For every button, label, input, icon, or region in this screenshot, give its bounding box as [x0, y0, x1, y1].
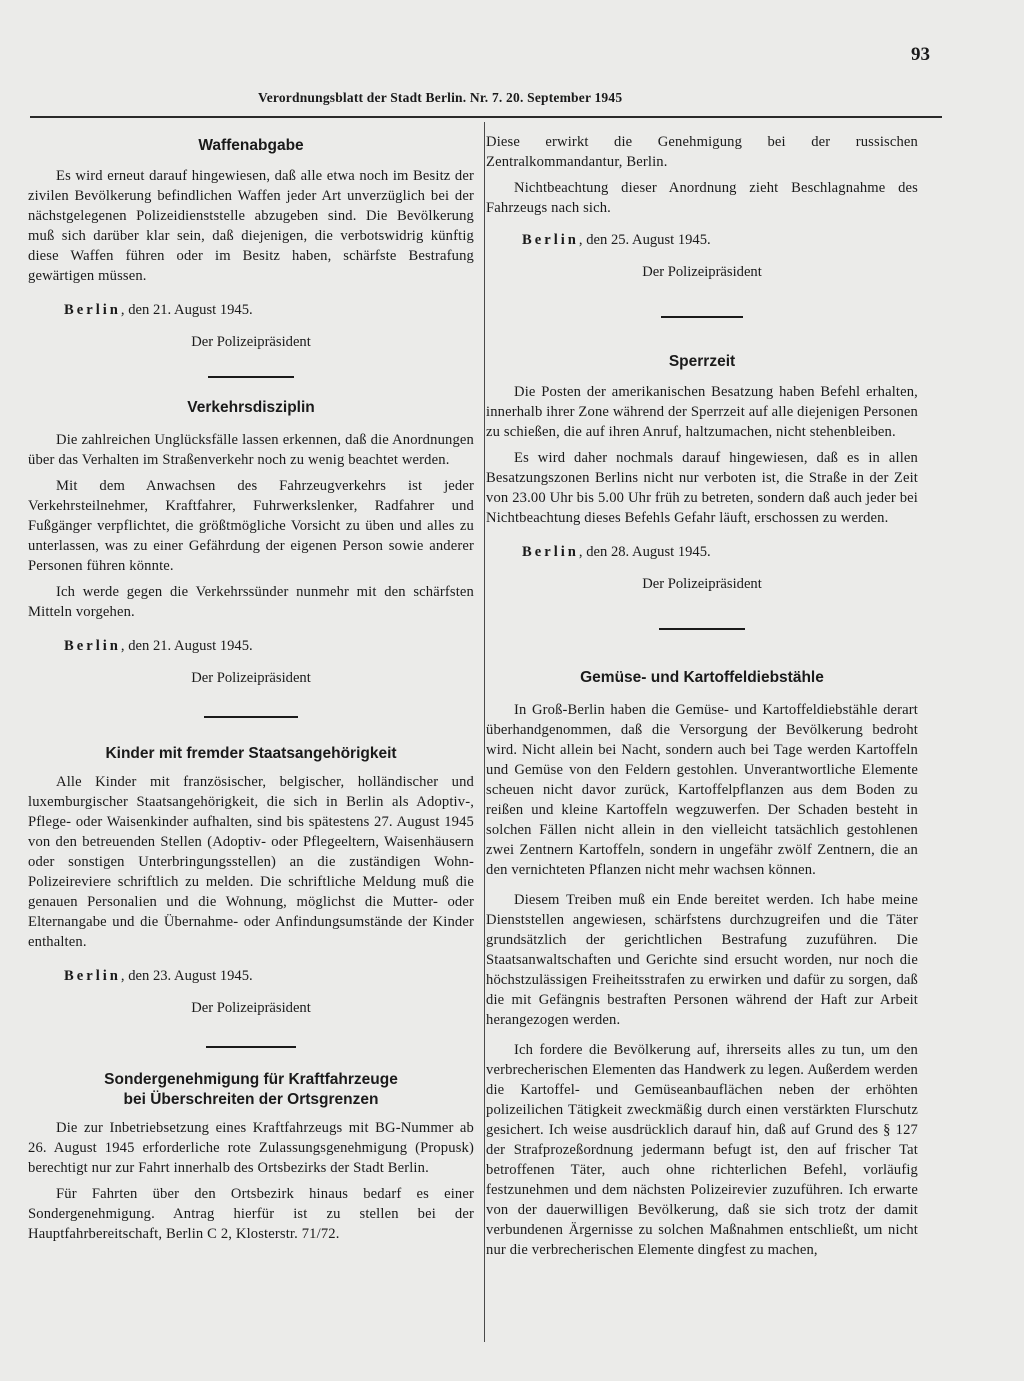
date-line — [28, 636, 474, 656]
publication-header: Verordnungsblatt der Stadt Berlin. Nr. 7. 20. September 1945 — [258, 90, 623, 105]
date-line — [486, 230, 918, 250]
date-city: Berlin — [522, 232, 579, 248]
section-title-line2: bei Überschreiten der Ortsgrenzen — [123, 1091, 379, 1108]
right-column — [486, 124, 918, 1260]
section-title: Sondergenehmigung für Kraftfahrzeuge — [104, 1071, 398, 1088]
section-title: Kinder mit fremder Staatsangehörigkeit — [105, 745, 397, 762]
paragraph: Es wird erneut darauf hingewiesen, daß alle etwa noch im Besitz der zivilen Bevölkerung befindlichen Waffen jeder Art unverzüglich bei der nächstgelegenen Polizeidienststelle abzugeben sind. Die Bevölkerung muß sich darüber klar sein, daß diejenigen, die verbotswidrig künftig diese Waffen führen oder im Besitz haben, schärfste Bestrafung gewärtigen müssen. — [28, 168, 474, 284]
signature-authority: Der Polizeipräsident — [642, 264, 762, 280]
section-separator — [659, 628, 745, 630]
article-sperrzeit — [486, 352, 918, 630]
date-city: Berlin — [64, 302, 121, 318]
section-title: Sperrzeit — [668, 353, 736, 370]
paragraph: Mit dem Anwachsen des Fahrzeugverkehrs ist jeder Verkehrsteilnehmer, Kraftfahrer, Fuhrwerkslenker, Radfahrer und Fußgänger verpflichtet, die größtmögliche Vorsicht zu üben und alles zu unterlassen, was zu einer Gefährdung der eigenen Person sowie anderer Personen führen könnte. — [28, 478, 474, 574]
date-city: Berlin — [522, 544, 579, 560]
date-line — [28, 966, 474, 986]
paragraph: Diese erwirkt die Genehmigung bei der russischen Zentralkommandantur, Berlin. — [486, 134, 918, 170]
section-separator — [204, 716, 298, 718]
article-kinder — [28, 744, 474, 1048]
article-diebstaehle — [486, 668, 918, 1260]
section-separator — [206, 1046, 296, 1048]
paragraph: Nichtbeachtung dieser Anordnung zieht Beschlagnahme des Fahrzeugs nach sich. — [486, 180, 918, 216]
left-column — [28, 124, 474, 1244]
paragraph: Alle Kinder mit französischer, belgischer, holländischer und luxemburgischer Staatsangehörigkeit, die sich in Berlin als Adoptiv-, Pflege- oder Waisenkinder aufhalten, sind bis spätestens 27. August 1945 von den betreuenden Stellen (Adoptiv- oder Pflegeeltern, Waisenhäusern oder sonstigen Unterbringungsstellen) an die zuständigen Wohn-Polizeireviere schriftlich zu melden. Die schriftliche Meldung muß die genauen Personalien und die Wohnung, möglichst die Mutter- oder Elternangabe und die Übernahme- oder Anfindungsumstände der Kinder enthalten. — [28, 774, 474, 950]
date-line — [28, 300, 474, 320]
signature-authority: Der Polizeipräsident — [191, 334, 311, 350]
date-text: , den 21. August 1945. — [120, 302, 253, 318]
paragraph: Ich werde gegen die Verkehrssünder nunmehr mit den schärfsten Mitteln vorgehen. — [28, 584, 474, 620]
paragraph: Die zur Inbetriebsetzung eines Kraftfahrzeugs mit BG-Nummer ab 26. August 1945 erforderliche rote Zulassungsgenehmigung (Propusk) berechtigt nur zur Fahrt innerhalb des Ortsbezirks der Stadt Berlin. — [28, 1120, 474, 1176]
date-city: Berlin — [64, 638, 121, 654]
article-sondergenehmigung — [28, 1070, 474, 1244]
paragraph: Für Fahrten über den Ortsbezirk hinaus bedarf es einer Sondergenehmigung. Antrag hierfür ist zu stellen bei der Hauptfahrbereitschaft, Berlin C 2, Klosterstr. 71/72. — [28, 1186, 474, 1242]
paragraph: Ich fordere die Bevölkerung auf, ihrerseits alles zu tun, um den verbrecherischen Elementen das Handwerk zu legen. Außerdem werden die Kartoffel- und Gemüseanbauflächen neben der erhöhten polizeilichen Tätigkeit zweckmäßig durch einen verstärkten Flurschutz gesichert. Ich weise ausdrücklich darauf hin, daß auf Grund des § 127 der Strafprozeßordnung jedermann befugt ist, den auf frischer Tat betroffenen Täter, auch ohne richterlichen Befehl, vorläufig festzunehmen und dem nächsten Polizeirevier zuzuführen. Ich erwarte von der dauerwilligen Bevölkerung, daß sie sich trotz der damit verbundenen Ärgernisse zu solchen Maßnahmen entschließt, um nicht nur die verbrecherischen Elemente dingfest zu machen, — [486, 1042, 918, 1258]
section-title: Gemüse- und Kartoffeldiebstähle — [580, 669, 824, 686]
section-separator — [208, 376, 294, 378]
article-sondergenehmigung-continued — [486, 132, 918, 318]
signature-authority: Der Polizeipräsident — [191, 670, 311, 686]
page-number: 93 — [911, 44, 930, 65]
date-text: , den 28. August 1945. — [578, 544, 711, 560]
date-text: , den 23. August 1945. — [120, 968, 253, 984]
paragraph: Die zahlreichen Unglücksfälle lassen erkennen, daß die Anordnungen über das Verhalten im Straßenverkehr noch zu wenig beachtet werden. — [28, 432, 474, 468]
section-title: Verkehrsdisziplin — [187, 399, 315, 416]
signature-authority: Der Polizeipräsident — [191, 1000, 311, 1016]
date-city: Berlin — [64, 968, 121, 984]
date-line — [486, 542, 918, 562]
date-text: , den 21. August 1945. — [120, 638, 253, 654]
paragraph: Diesem Treiben muß ein Ende bereitet werden. Ich habe meine Dienststellen angewiesen, schärfstens durchzugreifen und die Täter grundsätzlich der gerichtlichen Bestrafung zuzuführen. Die Staatsanwaltschaften und Gerichte sind ersucht worden, nur noch die höchstzulässigen Freiheitsstrafen zu erwirken und dafür zu sorgen, daß die mit Gefängnis bestraften Personen während der Haft zur Arbeit herangezogen werden. — [486, 892, 918, 1028]
section-title: Waffenabgabe — [198, 137, 304, 154]
signature-authority: Der Polizeipräsident — [642, 576, 762, 592]
paragraph: Die Posten der amerikanischen Besatzung haben Befehl erhalten, innerhalb ihrer Zone während der Sperrzeit auf alle diejenigen Personen zu schießen, die auf ihren Anruf, haltzumachen, nicht stehenbleiben. — [486, 384, 918, 440]
header-rule — [30, 116, 942, 118]
paragraph: Es wird daher nochmals darauf hingewiesen, daß es in allen Besatzungszonen Berlins nicht nur verboten ist, die Straße in der Zeit von 23.00 Uhr bis 5.00 Uhr früh zu betreten, sondern daß auch jeder bei Nichtbeachtung dieses Befehls Gefahr läuft, erschossen zu werden. — [486, 450, 918, 526]
date-text: , den 25. August 1945. — [578, 232, 711, 248]
paragraph: In Groß-Berlin haben die Gemüse- und Kartoffeldiebstähle derart überhandgenommen, daß die Versorgung der Bevölkerung bedroht wird. Nicht allein bei Nacht, sondern auch bei Tage werden Kartoffeln und Gemüse von den Feldern gestohlen. Unverantwortliche Elemente scheuen nicht davor zurück, Kartoffelpflanzen aus dem Boden zu reißen und kleine Kartoffeln wegzuwerfen. Der Schaden besteht in solchen Fällen nicht allein in den vielleicht tatsächlich gestohlenen zwei Zentnern Kartoffeln, sondern in ungefähr zwölf Zentnern, die an den vernichteten Pflanzen nicht mehr wachsen können. — [486, 702, 918, 878]
section-separator — [661, 316, 743, 318]
article-verkehrsdisziplin — [28, 398, 474, 718]
article-waffenabgabe — [28, 136, 474, 378]
column-divider — [484, 122, 485, 1342]
